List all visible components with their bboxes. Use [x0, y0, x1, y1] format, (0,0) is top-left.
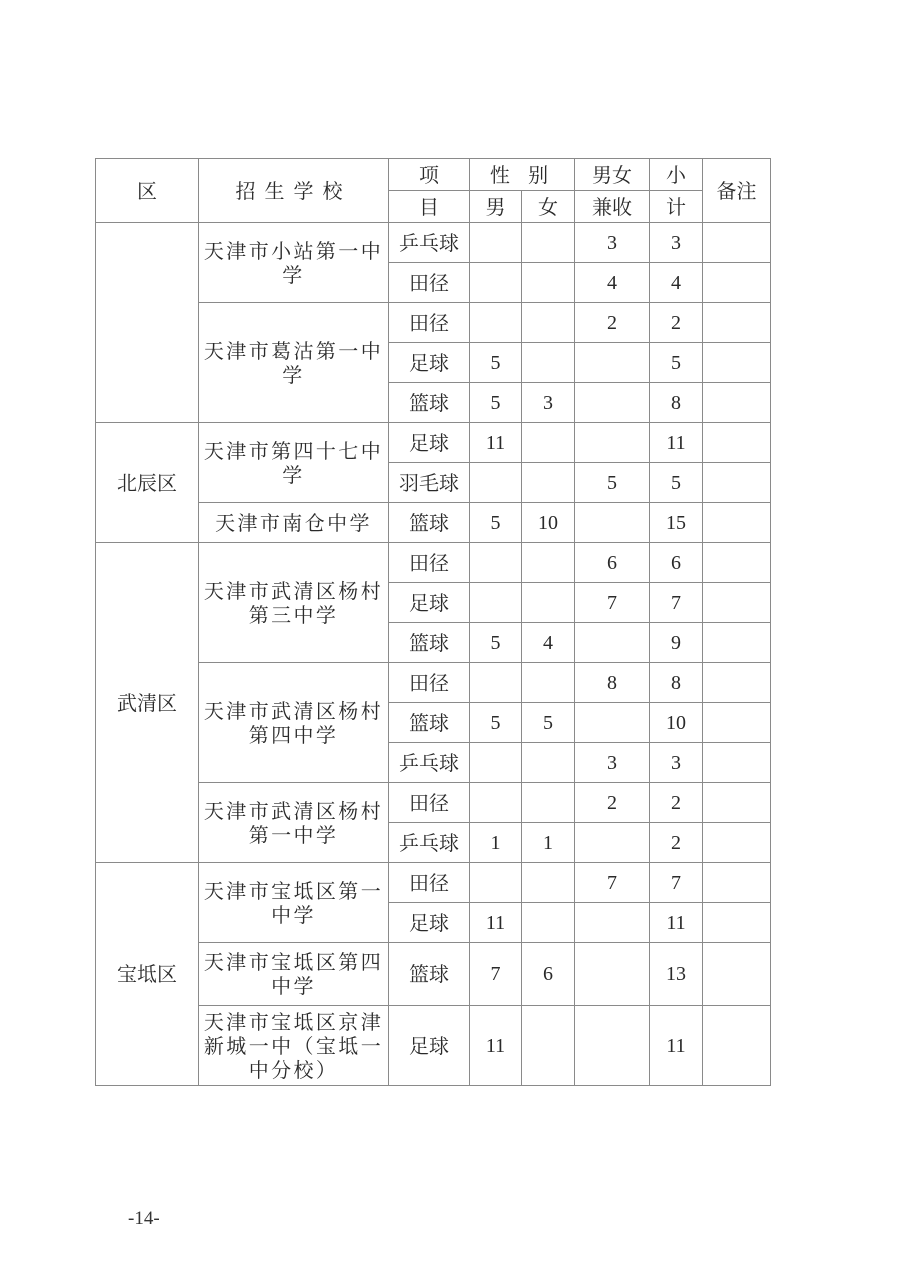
subtotal-cell: 11 [650, 1006, 703, 1086]
subtotal-cell: 11 [650, 423, 703, 463]
header-item-top: 项 [389, 159, 470, 191]
subtotal-cell: 4 [650, 263, 703, 303]
male-count-cell [470, 783, 522, 823]
sport-cell: 篮球 [389, 383, 470, 423]
school-name-cell: 天津市武清区杨村第一中学 [199, 783, 389, 863]
school-name-cell: 天津市第四十七中学 [199, 423, 389, 503]
coed-count-cell [575, 343, 650, 383]
district-cell: 宝坻区 [96, 863, 199, 1086]
coed-count-cell: 8 [575, 663, 650, 703]
remarks-cell [703, 383, 771, 423]
sport-cell: 田径 [389, 783, 470, 823]
remarks-cell [703, 1006, 771, 1086]
female-count-cell [522, 543, 575, 583]
school-name-cell: 天津市南仓中学 [199, 503, 389, 543]
sport-cell: 篮球 [389, 703, 470, 743]
remarks-cell [703, 423, 771, 463]
remarks-cell [703, 223, 771, 263]
female-count-cell [522, 303, 575, 343]
male-count-cell: 11 [470, 423, 522, 463]
header-both-top: 男女 [575, 159, 650, 191]
female-count-cell [522, 223, 575, 263]
school-name-cell: 天津市宝坻区第一中学 [199, 863, 389, 943]
table-row [96, 863, 771, 903]
remarks-cell [703, 863, 771, 903]
female-count-cell: 10 [522, 503, 575, 543]
coed-count-cell: 5 [575, 463, 650, 503]
sport-cell: 篮球 [389, 623, 470, 663]
subtotal-cell: 2 [650, 823, 703, 863]
male-count-cell [470, 743, 522, 783]
subtotal-cell: 3 [650, 223, 703, 263]
remarks-cell [703, 343, 771, 383]
male-count-cell [470, 583, 522, 623]
male-count-cell [470, 543, 522, 583]
table-row [96, 543, 771, 583]
coed-count-cell [575, 623, 650, 663]
header-remarks: 备注 [703, 159, 771, 223]
male-count-cell: 5 [470, 703, 522, 743]
district-cell: 北辰区 [96, 423, 199, 543]
header-gender: 性 别 [470, 159, 575, 191]
header-item-bottom: 目 [389, 191, 470, 223]
male-count-cell: 5 [470, 623, 522, 663]
male-count-cell: 5 [470, 503, 522, 543]
header-subtotal-bottom: 计 [650, 191, 703, 223]
coed-count-cell: 6 [575, 543, 650, 583]
remarks-cell [703, 703, 771, 743]
remarks-cell [703, 623, 771, 663]
subtotal-cell: 8 [650, 663, 703, 703]
coed-count-cell [575, 423, 650, 463]
sport-cell: 乒乓球 [389, 223, 470, 263]
female-count-cell [522, 663, 575, 703]
remarks-cell [703, 463, 771, 503]
coed-count-cell [575, 943, 650, 1006]
subtotal-cell: 6 [650, 543, 703, 583]
sport-cell: 田径 [389, 663, 470, 703]
remarks-cell [703, 663, 771, 703]
remarks-cell [703, 743, 771, 783]
sport-cell: 足球 [389, 423, 470, 463]
sport-cell: 篮球 [389, 503, 470, 543]
remarks-cell [703, 503, 771, 543]
female-count-cell [522, 423, 575, 463]
subtotal-cell: 11 [650, 903, 703, 943]
subtotal-cell: 5 [650, 463, 703, 503]
school-name-cell: 天津市葛沽第一中学 [199, 303, 389, 423]
remarks-cell [703, 583, 771, 623]
remarks-cell [703, 823, 771, 863]
page-number: -14- [128, 1208, 160, 1229]
male-count-cell: 5 [470, 343, 522, 383]
sport-cell: 田径 [389, 543, 470, 583]
subtotal-cell: 9 [650, 623, 703, 663]
header-male: 男 [470, 191, 522, 223]
subtotal-cell: 3 [650, 743, 703, 783]
coed-count-cell [575, 503, 650, 543]
remarks-cell [703, 303, 771, 343]
subtotal-cell: 8 [650, 383, 703, 423]
female-count-cell [522, 743, 575, 783]
coed-count-cell: 4 [575, 263, 650, 303]
school-name-cell: 天津市武清区杨村第四中学 [199, 663, 389, 783]
male-count-cell [470, 263, 522, 303]
coed-count-cell: 3 [575, 743, 650, 783]
school-name-cell: 天津市小站第一中学 [199, 223, 389, 303]
sport-cell: 足球 [389, 903, 470, 943]
coed-count-cell: 7 [575, 583, 650, 623]
coed-count-cell: 2 [575, 783, 650, 823]
male-count-cell [470, 863, 522, 903]
table-body [96, 223, 771, 1086]
male-count-cell [470, 303, 522, 343]
sport-cell: 田径 [389, 863, 470, 903]
subtotal-cell: 7 [650, 863, 703, 903]
subtotal-cell: 10 [650, 703, 703, 743]
sport-cell: 乒乓球 [389, 743, 470, 783]
coed-count-cell [575, 703, 650, 743]
female-count-cell: 1 [522, 823, 575, 863]
subtotal-cell: 15 [650, 503, 703, 543]
subtotal-cell: 5 [650, 343, 703, 383]
school-name-cell: 天津市宝坻区京津新城一中（宝坻一中分校） [199, 1006, 389, 1086]
header-female: 女 [522, 191, 575, 223]
school-name-cell: 天津市宝坻区第四中学 [199, 943, 389, 1006]
header-school: 招生学校 [199, 159, 389, 223]
coed-count-cell [575, 903, 650, 943]
male-count-cell [470, 223, 522, 263]
table-row [96, 223, 771, 263]
coed-count-cell [575, 1006, 650, 1086]
coed-count-cell: 2 [575, 303, 650, 343]
sport-cell: 羽毛球 [389, 463, 470, 503]
sport-cell: 田径 [389, 303, 470, 343]
sport-cell: 篮球 [389, 943, 470, 1006]
female-count-cell [522, 783, 575, 823]
female-count-cell [522, 1006, 575, 1086]
remarks-cell [703, 783, 771, 823]
table-row [96, 423, 771, 463]
female-count-cell: 6 [522, 943, 575, 1006]
sport-cell: 田径 [389, 263, 470, 303]
male-count-cell: 5 [470, 383, 522, 423]
subtotal-cell: 7 [650, 583, 703, 623]
male-count-cell: 11 [470, 903, 522, 943]
female-count-cell: 4 [522, 623, 575, 663]
coed-count-cell [575, 823, 650, 863]
district-cell: 武清区 [96, 543, 199, 863]
subtotal-cell: 2 [650, 303, 703, 343]
subtotal-cell: 2 [650, 783, 703, 823]
header-district: 区 [96, 159, 199, 223]
header-both-bottom: 兼收 [575, 191, 650, 223]
male-count-cell: 11 [470, 1006, 522, 1086]
remarks-cell [703, 543, 771, 583]
remarks-cell [703, 903, 771, 943]
subtotal-cell: 13 [650, 943, 703, 1006]
female-count-cell [522, 463, 575, 503]
male-count-cell [470, 463, 522, 503]
female-count-cell [522, 863, 575, 903]
male-count-cell [470, 663, 522, 703]
sport-cell: 足球 [389, 1006, 470, 1086]
remarks-cell [703, 943, 771, 1006]
female-count-cell [522, 583, 575, 623]
female-count-cell: 3 [522, 383, 575, 423]
male-count-cell: 1 [470, 823, 522, 863]
sport-cell: 足球 [389, 583, 470, 623]
sport-cell: 乒乓球 [389, 823, 470, 863]
district-cell [96, 223, 199, 423]
female-count-cell: 5 [522, 703, 575, 743]
female-count-cell [522, 903, 575, 943]
sport-cell: 足球 [389, 343, 470, 383]
remarks-cell [703, 263, 771, 303]
coed-count-cell [575, 383, 650, 423]
female-count-cell [522, 263, 575, 303]
coed-count-cell: 7 [575, 863, 650, 903]
enrollment-table [95, 158, 771, 1086]
female-count-cell [522, 343, 575, 383]
header-subtotal-top: 小 [650, 159, 703, 191]
male-count-cell: 7 [470, 943, 522, 1006]
coed-count-cell: 3 [575, 223, 650, 263]
school-name-cell: 天津市武清区杨村第三中学 [199, 543, 389, 663]
